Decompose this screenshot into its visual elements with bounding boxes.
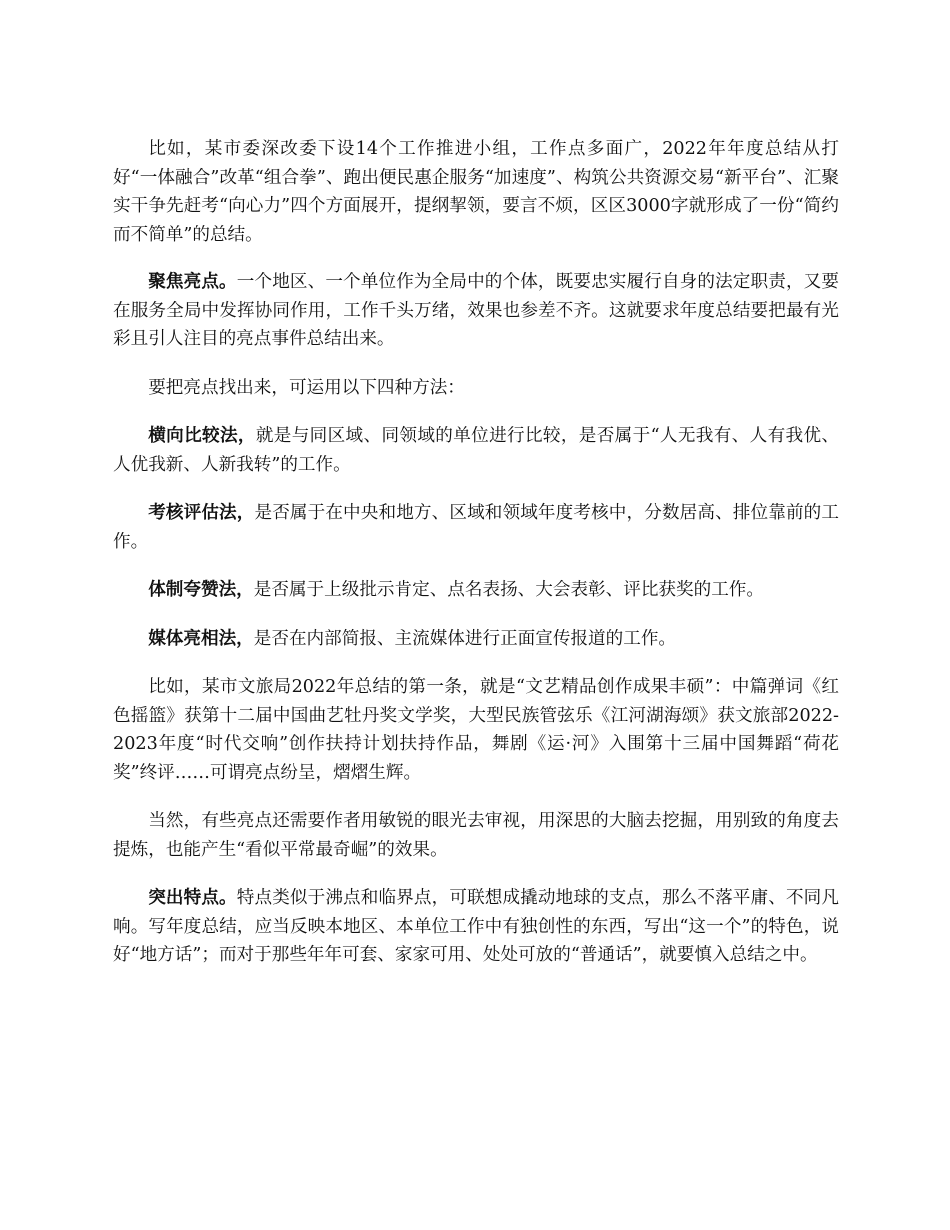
- paragraph-text: 是否在内部简报、主流媒体进行正面宣传报道的工作。: [253, 628, 677, 649]
- paragraph-text: 是否属于上级批示肯定、点名表扬、大会表彰、评比获奖的工作。: [253, 580, 764, 600]
- paragraph-method-praise: [113, 576, 839, 605]
- document-body: [113, 135, 839, 990]
- paragraph-focus-highlights: [113, 268, 839, 354]
- paragraph-example-culture: [113, 673, 839, 787]
- paragraph-lead: 突出特点。: [148, 887, 237, 908]
- paragraph-text: 就是与同区域、同领域的单位进行比较，是否属于“人无我有、人有我优、人优我新、人新我转”的工作。: [113, 426, 839, 475]
- paragraph-lead: 考核评估法，: [148, 502, 255, 523]
- paragraph-text: 比如，某市文旅局2022年总结的第一条，就是“文艺精品创作成果丰硕”：中篇弹词《红色摇篮》获第十二届中国曲艺牡丹奖文学奖，大型民族管弦乐《江河湖海颂》获文旅部2022-2023年度“时代交响”创作扶持计划扶持作品，舞剧《运·河》入围第十三届中国舞蹈“荷花奖”终评……可谓亮点纷呈，熠熠生辉。: [113, 677, 839, 783]
- paragraph-example-reform: [113, 135, 839, 249]
- paragraph-text: 一个地区、一个单位作为全局中的个体，既要忠实履行自身的法定职责，又要在服务全局中发挥协同作用，工作千头万绪，效果也参差不齐。这就要求年度总结要把最有光彩且引人注目的亮点事件总结出来。: [113, 272, 839, 349]
- paragraph-lead: 横向比较法，: [148, 425, 256, 446]
- paragraph-text: 比如，某市委深改委下设14个工作推进小组，工作点多面广，2022年年度总结从打好“一体融合”改革“组合拳”、跑出便民惠企服务“加速度”、构筑公共资源交易“新平台”、汇聚实干争先赶考“向心力”四个方面展开，提纲挈领，要言不烦，区区3000字就形成了一份“简约而不简单”的总结。: [113, 139, 839, 245]
- paragraph-lead: 聚焦亮点。: [148, 271, 237, 292]
- paragraph-method-assessment: [113, 499, 839, 556]
- paragraph-text: 要把亮点找出来，可运用以下四种方法：: [148, 377, 465, 398]
- paragraph-discover-highlights: [113, 807, 839, 864]
- paragraph-highlight-features: [113, 884, 839, 970]
- paragraph-lead: 体制夸赞法，: [148, 579, 254, 600]
- paragraph-text: 是否属于在中央和地方、区域和领域年度考核中，分数居高、排位靠前的工作。: [113, 503, 839, 552]
- paragraph-four-methods-intro: [113, 374, 839, 403]
- paragraph-method-horizontal: [113, 422, 839, 479]
- paragraph-lead: 媒体亮相法，: [148, 627, 254, 649]
- paragraph-method-media: [113, 625, 839, 654]
- paragraph-text: 当然，有些亮点还需要作者用敏锐的眼光去审视，用深思的大脑去挖掘，用别致的角度去提炼，也能产生“看似平常最奇崛”的效果。: [113, 811, 839, 860]
- paragraph-text: 特点类似于沸点和临界点，可联想成撬动地球的支点，那么不落平庸、不同凡响。写年度总结，应当反映本地区、本单位工作中有独创性的东西，写出“这一个”的特色，说好“地方话”；而对于那些年年可套、家家可用、处处可放的“普通话”，就要慎入总结之中。: [113, 888, 839, 965]
